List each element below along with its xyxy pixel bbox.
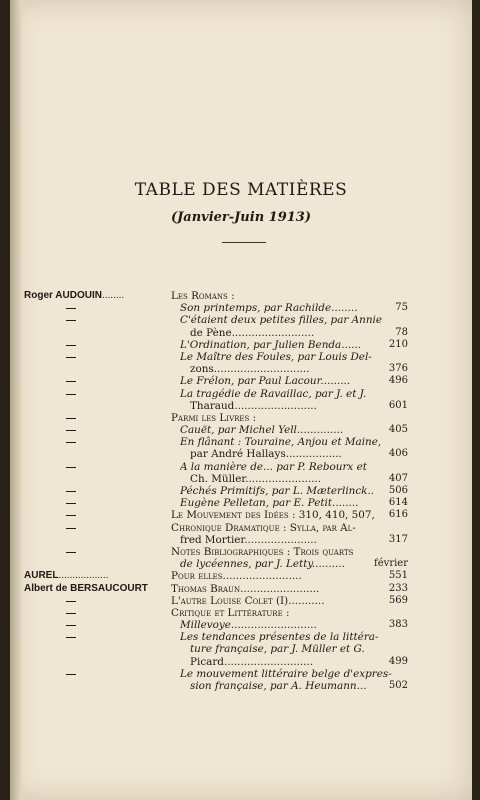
entry-title: Chronique Dramatique : Sylla, par Al- (171, 521, 356, 534)
page-number: 78 (395, 326, 408, 338)
entry-title: Parmi les Livres : (171, 411, 257, 424)
author-label: Albert de BERSAUCOURT (24, 582, 148, 594)
toc-row (10, 485, 472, 497)
page-number: 383 (388, 619, 408, 631)
toc-row (10, 436, 472, 448)
toc-row (10, 327, 472, 339)
toc-row (10, 680, 472, 692)
toc-row (10, 595, 472, 607)
toc-row (10, 473, 472, 485)
entry-title: C'étaient deux petites filles, par Annie (180, 314, 383, 327)
page-number: février (374, 558, 408, 570)
entry-title: Les Romans : (171, 290, 235, 302)
toc-row (10, 375, 472, 387)
ditto-dash (66, 345, 76, 346)
entry-title: Le Frélon, par Paul Lacour......... (180, 375, 351, 388)
author-leader-dots: ........ (101, 290, 125, 301)
ditto-dash (66, 381, 76, 382)
entry-title: Thomas Braun........................ (171, 582, 320, 595)
entry-title: Eugène Pelletan, par E. Petit........ (180, 497, 359, 510)
author-label: AUREL (24, 570, 59, 582)
entry-title: zons............................. (190, 363, 310, 376)
toc-list (10, 290, 472, 692)
page-number: 75 (395, 302, 408, 314)
author-name (24, 583, 172, 594)
toc-row (10, 558, 472, 570)
toc-row (10, 534, 472, 546)
ditto-dash (66, 394, 76, 395)
entry-title: L'Ordination, par Julien Benda...... (180, 338, 362, 351)
ditto-dash (66, 491, 76, 492)
entry-title: fred Mortier...................... (180, 533, 317, 546)
entry-title: ture française, par J. Müller et G. (190, 643, 365, 656)
ditto-dash (66, 418, 76, 419)
author-label: Roger AUDOUIN (24, 290, 102, 301)
toc-row (10, 400, 472, 412)
entry-title: Les tendances présentes de la littéra- (180, 631, 379, 644)
page-number: 569 (388, 594, 408, 606)
toc-row (10, 619, 472, 631)
entry-title: Le Maître des Foules, par Louis Del- (180, 350, 372, 363)
toc-row (10, 668, 472, 680)
entry-title: Picard........................... (190, 655, 314, 668)
toc-row (10, 570, 472, 582)
book-page (10, 0, 472, 800)
toc-row (10, 461, 472, 473)
toc-row (10, 339, 472, 351)
toc-row (10, 643, 472, 655)
entry-title: Le mouvement littéraire belge d'expres- (180, 667, 392, 680)
entry-title: Péchés Primitifs, par L. Mæterlinck.. (180, 485, 375, 497)
entry-title: par André Hallays................. (190, 448, 342, 461)
page-number: 506 (388, 485, 408, 496)
entry-title: A la manière de... par P. Rebourx et (180, 460, 367, 473)
ditto-dash (66, 357, 76, 358)
toc-row (10, 412, 472, 424)
page-number: 210 (388, 338, 408, 350)
toc-row (10, 424, 472, 436)
ditto-dash (66, 528, 76, 529)
page-subtitle: (Janvier-Juin 1913) (170, 210, 312, 225)
ditto-dash (66, 601, 76, 602)
toc-row (10, 290, 472, 302)
author-leader-dots: .................. (58, 570, 109, 582)
toc-row (10, 656, 472, 668)
toc-row (10, 546, 472, 558)
ditto-dash (66, 467, 76, 468)
ditto-dash (66, 637, 76, 638)
page-number: 233 (388, 582, 408, 594)
page-number: 496 (388, 375, 408, 387)
author-name (24, 290, 172, 301)
entry-title: La tragédie de Ravaillac, par J. et J. (180, 387, 367, 400)
page-number: 499 (388, 655, 408, 667)
page-number: 601 (388, 399, 408, 411)
page-number: 376 (388, 363, 408, 375)
entry-title: de Pène......................... (190, 326, 315, 339)
ditto-dash (66, 515, 76, 516)
page-number: 502 (388, 680, 408, 691)
toc-row (10, 522, 472, 534)
toc-row (10, 302, 472, 314)
toc-row (10, 314, 472, 326)
page-title: TABLE DES MATIÈRES (134, 180, 348, 200)
entry-title: L'autre Louise Colet (I)........... (171, 594, 325, 607)
entry-title: Ch. Müller....................... (190, 472, 322, 485)
ditto-dash (66, 674, 76, 675)
toc-row (10, 509, 472, 521)
page-number: 614 (388, 497, 408, 509)
toc-row (10, 351, 472, 363)
page-number: 406 (388, 448, 408, 460)
entry-title: Tharaud......................... (190, 399, 317, 412)
toc-row (10, 497, 472, 509)
title-rule (222, 242, 266, 243)
ditto-dash (66, 613, 76, 614)
ditto-dash (66, 308, 76, 309)
entry-title: sion française, par A. Heumann... (190, 680, 367, 692)
ditto-dash (66, 430, 76, 431)
toc-row (10, 607, 472, 619)
page-number: 616 (388, 509, 408, 521)
entry-title: En flânant : Touraine, Anjou et Maine, (180, 436, 382, 449)
page-number: 407 (388, 472, 408, 484)
entry-title: Son printemps, par Rachilde........ (180, 302, 358, 315)
toc-row (10, 388, 472, 400)
toc-row (10, 583, 472, 595)
ditto-dash (66, 442, 76, 443)
toc-row (10, 631, 472, 643)
entry-title: Millevoye.......................... (180, 619, 317, 632)
entry-title: Cauët, par Michel Yell.............. (180, 424, 344, 437)
ditto-dash (66, 503, 76, 504)
entry-title: Pour elles........................ (171, 570, 302, 583)
page-number: 317 (388, 533, 408, 545)
ditto-dash (66, 320, 76, 321)
ditto-dash (66, 625, 76, 626)
page-number: 405 (388, 424, 408, 436)
entry-title: Le Mouvement des Idées : 310, 410, 507, (171, 509, 375, 522)
entry-title: de lycéennes, par J. Letty.......... (180, 558, 345, 571)
entry-title: Notes Bibliographiques : Trois quarts (171, 545, 354, 558)
page-number: 551 (388, 570, 408, 582)
toc-row (10, 448, 472, 460)
entry-title: Critique et Littérature : (171, 606, 290, 619)
toc-row (10, 363, 472, 375)
ditto-dash (66, 552, 76, 553)
author-name (24, 570, 172, 581)
